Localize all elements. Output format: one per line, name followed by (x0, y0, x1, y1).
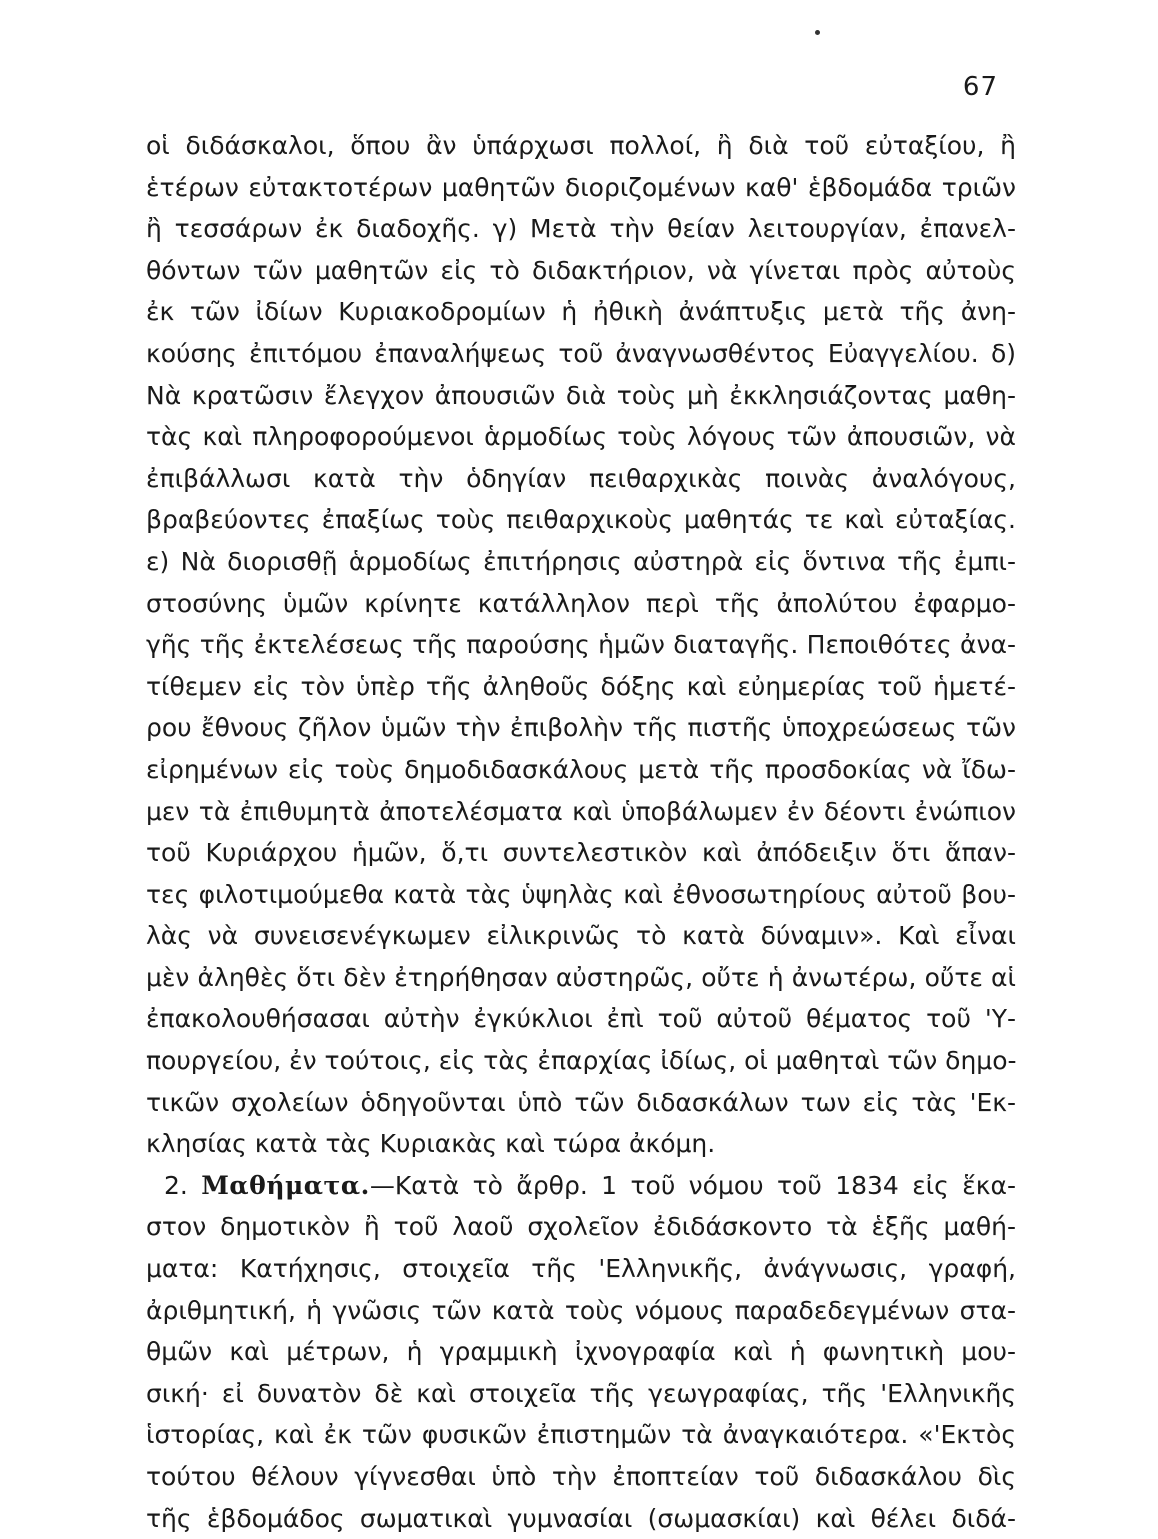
text-line: θμῶν καὶ μέτρων, ἡ γραμμικὴ ἰχνογραφία καὶ ἡ φωνητικὴ μου- (146, 1337, 1016, 1367)
text-line: ἐκ τῶν ἰδίων Κυριακοδρομίων ἡ ἠθικὴ ἀνάπτυξις μετὰ τῆς ἀνη- (146, 297, 1016, 327)
body-text (146, 125, 1016, 1539)
text-line: στον δημοτικὸν ἢ τοῦ λαοῦ σχολεῖον ἐδιδάσκοντο τὰ ἑξῆς μαθή- (146, 1212, 1016, 1242)
text-line: τοῦ Κυριάρχου ἡμῶν, ὅ,τι συντελεστικὸν καὶ ἀπόδειξιν ὅτι ἅπαν- (146, 838, 1016, 868)
section-2-heading-line (146, 1165, 1016, 1207)
text-line: ἑτέρων εὐτακτοτέρων μαθητῶν διοριζομένων καθ' ἑβδομάδα τριῶν (146, 172, 1016, 202)
text-line: ε) Νὰ διορισθῇ ἁρμοδίως ἐπιτήρησις αὐστηρὰ εἰς ὅντινα τῆς ἐμπι- (146, 546, 1016, 576)
text-line: τῆς ἑβδομάδος σωματικαὶ γυμνασίαι (σωμασκίαι) καὶ θέλει διδά- (146, 1503, 1016, 1533)
text-line: μεν τὰ ἐπιθυμητὰ ἀποτελέσματα καὶ ὑποβάλωμεν ἐν δέοντι ἐνώπιον (146, 796, 1016, 826)
text-line: ἐπακολουθήσασαι αὐτὴν ἐγκύκλιοι ἐπὶ τοῦ αὐτοῦ θέματος τοῦ 'Υ- (146, 1004, 1016, 1034)
section-2 (146, 1165, 1016, 1539)
text-line: τὰς καὶ πληροφορούμενοι ἁρμοδίως τοὺς λόγους τῶν ἀπουσιῶν, νὰ (146, 422, 1016, 452)
text-line: οἱ διδάσκαλοι, ὅπου ἂν ὑπάρχωσι πολλοί, ἢ διὰ τοῦ εὐταξίου, ἢ (146, 131, 1016, 160)
text-line: τικῶν σχολείων ὁδηγοῦνται ὑπὸ τῶν διδασκάλων των εἰς τὰς 'Εκ- (146, 1087, 1016, 1117)
text-line: τίθεμεν εἰς τὸν ὑπὲρ τῆς ἀληθοῦς δόξης καὶ εὐημερίας τοῦ ἡμετέ- (146, 671, 1016, 701)
text-line: ἱστορίας, καὶ ἐκ τῶν φυσικῶν ἐπιστημῶν τὰ ἀναγκαιότερα. «'Εκτὸς (146, 1420, 1016, 1450)
text-line: ἀριθμητική, ἡ γνῶσις τῶν κατὰ τοὺς νόμους παραδεδεγμένων στα- (146, 1295, 1016, 1325)
text-line: ματα: Κατήχησις, στοιχεῖα τῆς 'Ελληνικῆς, ἀνάγνωσις, γραφή, (146, 1254, 1016, 1284)
text-line: τες φιλοτιμούμεθα κατὰ τὰς ὑψηλὰς καὶ ἐθνοσωτηρίους αὐτοῦ βου- (146, 879, 1016, 909)
text-line: Νὰ κρατῶσιν ἔλεγχον ἀπουσιῶν διὰ τοὺς μὴ ἐκκλησιάζοντας μαθη- (146, 380, 1016, 410)
text-line: εἰρημένων εἰς τοὺς δημοδιδασκάλους μετὰ τῆς προσδοκίας νὰ ἴδω- (146, 754, 1016, 784)
text-line: κούσης ἐπιτόμου ἐπαναλήψεως τοῦ ἀναγνωσθέντος Εὐαγγελίου. δ) (146, 338, 1016, 368)
text-line: ἢ τεσσάρων ἐκ διαδοχῆς. γ) Μετὰ τὴν θείαν λειτουργίαν, ἐπανελ- (146, 214, 1016, 244)
print-speck (815, 30, 820, 35)
text-line: θόντων τῶν μαθητῶν εἰς τὸ διδακτήριον, νὰ γίνεται πρὸς αὐτοὺς (146, 255, 1016, 285)
text-line: λὰς νὰ συνεισενέγκωμεν εἰλικρινῶς τὸ κατὰ δύναμιν». Καὶ εἶναι (146, 921, 1016, 951)
text-line: πουργείου, ἐν τούτοις, εἰς τὰς ἐπαρχίας ἰδίως, οἱ μαθηταὶ τῶν δημο- (146, 1046, 1017, 1076)
text-line: σική· εἰ δυνατὸν δὲ καὶ στοιχεῖα τῆς γεωγραφίας, τῆς 'Ελληνικῆς (146, 1378, 1016, 1408)
text-line: τούτου θέλουν γίγνεσθαι ὑπὸ τὴν ἐποπτείαν τοῦ διδασκάλου δὶς (146, 1462, 1016, 1491)
section-number: 2. (164, 1170, 188, 1200)
text-line: κλησίας κατὰ τὰς Κυριακὰς καὶ τώρα ἀκόμη. (146, 1129, 716, 1159)
text-line: στοσύνης ὑμῶν κρίνητε κατάλληλον περὶ τῆς ἀπολύτου ἐφαρμο- (146, 588, 1016, 618)
section-title: Μαθήματα. (201, 1170, 370, 1200)
text-line: ρου ἔθνους ζῆλον ὑμῶν τὴν ἐπιβολὴν τῆς πιστῆς ὑποχρεώσεως τῶν (146, 713, 1016, 743)
text-fragment: —Κατὰ τὸ ἄρθρ. 1 τοῦ νόμου τοῦ 1834 εἰς ἕκα- (369, 1170, 1016, 1200)
page-number: 67 (962, 72, 998, 102)
text-line: ἐπιβάλλωσι κατὰ τὴν ὁδηγίαν πειθαρχικὰς ποινὰς ἀναλόγους, (146, 463, 1016, 493)
paragraph-1 (146, 125, 1016, 1165)
text-line: μὲν ἀληθὲς ὅτι δὲν ἐτηρήθησαν αὐστηρῶς, οὔτε ἡ ἀνωτέρω, οὔτε αἱ (146, 962, 1016, 992)
text-line: βραβεύοντες ἐπαξίως τοὺς πειθαρχικοὺς μαθητάς τε καὶ εὐταξίας. (146, 505, 1016, 535)
text-line: γῆς τῆς ἐκτελέσεως τῆς παρούσης ἡμῶν διαταγῆς. Πεποιθότες ἀνα- (146, 630, 1016, 660)
